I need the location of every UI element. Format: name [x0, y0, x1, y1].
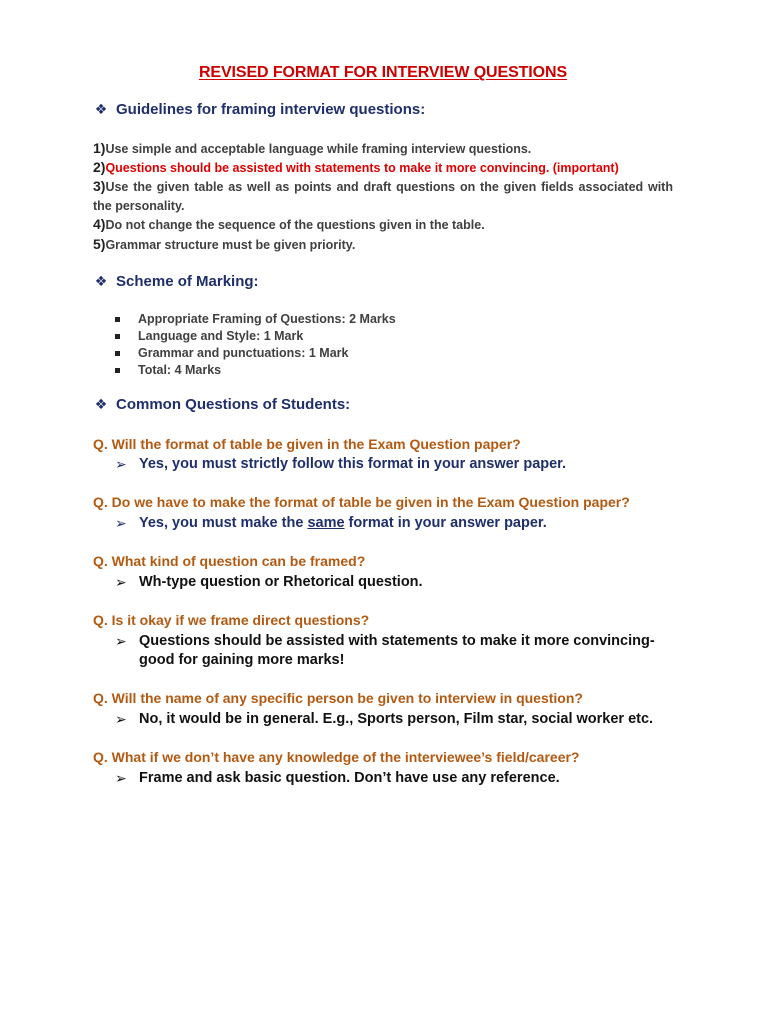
guideline-number: 5) [93, 236, 106, 252]
arrow-bullet-icon: ➢ [115, 633, 127, 649]
document-title: REVISED FORMAT FOR INTERVIEW QUESTIONS [198, 64, 568, 81]
faq-answer-text: Frame and ask basic question. Don’t have use any reference. [139, 770, 560, 786]
guideline-item [93, 177, 673, 216]
marking-heading [93, 273, 259, 290]
faq-answer-text: No, it would be in general. E.g., Sports person, Film star, social worker etc. [139, 711, 654, 727]
diamond-bullet-icon: ❖ [94, 273, 108, 289]
common-questions-heading [93, 396, 350, 413]
guideline-text: Do not change the sequence of the questions given in the table. [105, 218, 485, 232]
arrow-bullet-icon: ➢ [115, 711, 127, 727]
guidelines-heading [93, 101, 425, 118]
guideline-item [93, 139, 673, 159]
faq-answer [115, 769, 673, 788]
faq-question: Q. Is it okay if we frame direct questions? [93, 612, 370, 628]
guideline-item [93, 235, 673, 255]
faq-answer-text: Yes, you must make the same format in your answer paper. [139, 515, 547, 531]
faq-answer [115, 514, 673, 533]
underlined-word: same [307, 515, 345, 531]
faq-answer [115, 632, 673, 670]
diamond-bullet-icon: ❖ [94, 101, 108, 117]
marking-heading-text: Scheme of Marking: [116, 273, 259, 290]
faq-answer [115, 455, 673, 474]
guideline-number: 3) [93, 178, 106, 194]
arrow-bullet-icon: ➢ [115, 456, 127, 472]
common-questions-heading-text: Common Questions of Students: [116, 396, 351, 413]
faq-answer-text: Yes, you must strictly follow this format in your answer paper. [139, 456, 567, 472]
arrow-bullet-icon: ➢ [115, 770, 127, 786]
faq-answer [115, 710, 673, 729]
guideline-number: 2) [93, 159, 106, 175]
faq-answer-text: Wh-type question or Rhetorical question. [139, 574, 423, 590]
marking-item: Total: 4 Marks [115, 362, 396, 379]
marking-item: Language and Style: 1 Mark [115, 328, 396, 345]
guideline-item-important [93, 158, 673, 178]
marking-item: Grammar and punctuations: 1 Mark [115, 345, 396, 362]
guidelines-heading-text: Guidelines for framing interview questions: [116, 101, 426, 118]
faq-question: Q. Will the format of table be given in the Exam Question paper? [93, 436, 521, 452]
guideline-text: Use the given table as well as points and draft questions on the given fields associated with the personality. [93, 180, 673, 213]
guideline-text: Questions should be assisted with statements to make it more convincing. (important) [105, 161, 619, 175]
marking-item: Appropriate Framing of Questions: 2 Marks [115, 311, 396, 328]
faq-answer [115, 573, 673, 592]
arrow-bullet-icon: ➢ [115, 574, 127, 590]
guideline-item [93, 215, 673, 235]
arrow-bullet-icon: ➢ [115, 515, 127, 531]
marking-list [115, 311, 396, 379]
guideline-number: 1) [93, 140, 106, 156]
square-bullet-icon [115, 317, 120, 322]
guideline-number: 4) [93, 216, 106, 232]
square-bullet-icon [115, 334, 120, 339]
diamond-bullet-icon: ❖ [94, 396, 108, 412]
faq-question: Q. What if we don’t have any knowledge of the interviewee’s field/career? [93, 749, 580, 765]
square-bullet-icon [115, 368, 120, 373]
faq-question: Q. What kind of question can be framed? [93, 553, 366, 569]
faq-answer-text: Questions should be assisted with statements to make it more convincing- good for gaining more marks! [139, 633, 655, 668]
faq-question: Q. Do we have to make the format of table be given in the Exam Question paper? [93, 494, 630, 510]
faq-question: Q. Will the name of any specific person be given to interview in question? [93, 690, 583, 706]
guideline-text: Grammar structure must be given priority. [105, 238, 356, 252]
square-bullet-icon [115, 351, 120, 356]
guideline-text: Use simple and acceptable language while framing interview questions. [105, 142, 532, 156]
